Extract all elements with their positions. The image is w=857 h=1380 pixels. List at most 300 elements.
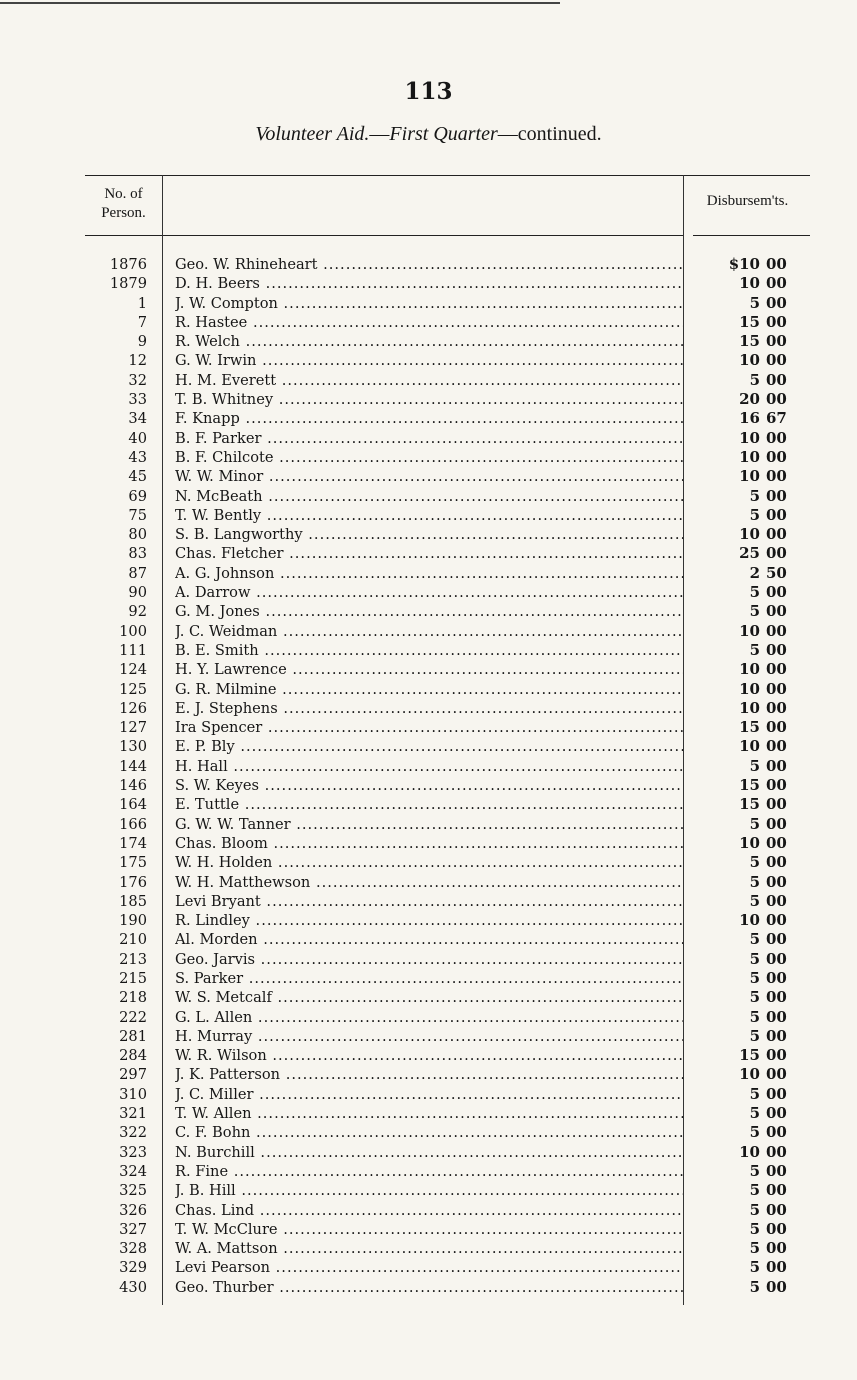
amount-dollars: 10 <box>739 1142 760 1161</box>
table-row <box>85 930 810 949</box>
amount-cents: 00 <box>766 390 787 409</box>
amount-dollars: 5 <box>749 583 760 602</box>
column-header-number-line1: No. of <box>104 186 143 202</box>
table-row <box>85 1008 810 1027</box>
person-name: J. B. Hill ..... <box>175 1181 683 1200</box>
person-number: 281 <box>119 1027 147 1045</box>
amount-cents: 00 <box>766 640 787 659</box>
table-row <box>85 795 810 814</box>
table-row <box>85 660 810 679</box>
person-number: 430 <box>119 1278 147 1296</box>
person-number: 127 <box>119 719 147 737</box>
table-row <box>85 911 810 930</box>
person-name: H. Hall ..... <box>175 757 683 776</box>
amount-dollars: 10 <box>739 660 760 679</box>
amount-dollars: 5 <box>749 1084 760 1103</box>
table-row <box>85 737 810 756</box>
person-name: A. G. Johnson ..... <box>175 564 683 583</box>
person-number: 325 <box>119 1182 147 1200</box>
column-header-number-line2: Person. <box>101 205 146 221</box>
amount-cents: 00 <box>766 351 787 370</box>
person-number: 32 <box>128 371 147 389</box>
person-name: W. S. Metcalf ..... <box>175 988 683 1007</box>
table-row <box>85 1085 810 1104</box>
table-row <box>85 274 810 293</box>
table-row <box>85 815 810 834</box>
amount-dollars: 10 <box>739 911 760 930</box>
disbursement-amount <box>725 853 807 872</box>
amount-cents: 00 <box>766 968 787 987</box>
header-bottom-rule-right <box>693 235 810 236</box>
table-row <box>85 1201 810 1220</box>
disbursement-amount <box>725 1181 807 1200</box>
table-row <box>85 390 810 409</box>
person-name: B. E. Smith ..... <box>175 641 683 660</box>
disbursement-amount <box>725 448 807 467</box>
amount-cents: 00 <box>766 833 787 852</box>
person-name: W. R. Wilson ..... <box>175 1046 683 1065</box>
person-number: 7 <box>137 313 147 331</box>
amount-dollars: 5 <box>749 814 760 833</box>
person-name: Al. Morden ..... <box>175 930 683 949</box>
amount-dollars: 25 <box>739 544 760 563</box>
disbursement-amount <box>725 351 807 370</box>
page-title <box>0 123 857 146</box>
person-name: R. Fine ..... <box>175 1162 683 1181</box>
table-row <box>85 680 810 699</box>
amount-cents: 00 <box>766 1123 787 1142</box>
amount-cents: 00 <box>766 1026 787 1045</box>
person-name: W. H. Holden ..... <box>175 853 683 872</box>
disbursement-amount <box>725 1220 807 1239</box>
person-name: J. C. Miller ..... <box>175 1085 683 1104</box>
disbursement-amount <box>725 699 807 718</box>
amount-dollars: 10 <box>739 447 760 466</box>
person-name: W. A. Mattson ..... <box>175 1239 683 1258</box>
table-row <box>85 1278 810 1297</box>
person-number: 324 <box>119 1162 147 1180</box>
amount-dollars: 5 <box>749 1277 760 1296</box>
person-number: 1876 <box>109 256 147 273</box>
person-number: 75 <box>128 506 147 524</box>
person-name: E. Tuttle ..... <box>175 795 683 814</box>
amount-dollars: 5 <box>749 602 760 621</box>
disbursement-amount <box>725 487 807 506</box>
amount-dollars: 10 <box>739 428 760 447</box>
table-row <box>85 371 810 390</box>
person-name: S. Parker ..... <box>175 969 683 988</box>
disbursement-amount <box>725 834 807 853</box>
table-row <box>85 1220 810 1239</box>
table-row <box>85 525 810 544</box>
amount-dollars: 5 <box>749 640 760 659</box>
amount-cents: 00 <box>766 776 787 795</box>
amount-cents: 00 <box>766 1258 787 1277</box>
table-row <box>85 1143 810 1162</box>
table-row <box>85 853 810 872</box>
person-number: 87 <box>128 564 147 582</box>
title-part-2: First Quarter <box>389 123 498 145</box>
table-row <box>85 409 810 428</box>
person-number: 164 <box>119 796 147 814</box>
person-name: Chas. Fletcher ..... <box>175 544 683 563</box>
disbursement-amount <box>725 332 807 351</box>
amount-cents: 00 <box>766 872 787 891</box>
amount-cents: 00 <box>766 756 787 775</box>
person-number: 144 <box>119 757 147 775</box>
amount-dollars: 5 <box>749 930 760 949</box>
table-row <box>85 487 810 506</box>
amount-dollars: 10 <box>739 679 760 698</box>
amount-dollars: 5 <box>749 1258 760 1277</box>
header-bottom-rule <box>85 235 683 236</box>
person-name: E. P. Bly ..... <box>175 737 683 756</box>
amount-cents: 00 <box>766 370 787 389</box>
table-row <box>85 718 810 737</box>
person-name: N. McBeath ..... <box>175 487 683 506</box>
amount-cents: 00 <box>766 911 787 930</box>
amount-dollars: 10 <box>739 737 760 756</box>
amount-cents: 00 <box>766 853 787 872</box>
person-number: 190 <box>119 912 147 930</box>
amount-cents: 00 <box>766 1161 787 1180</box>
amount-cents: 00 <box>766 1277 787 1296</box>
person-number: 43 <box>128 448 147 466</box>
person-number: 210 <box>119 931 147 949</box>
table-row <box>85 1162 810 1181</box>
table-row <box>85 602 810 621</box>
disbursement-amount <box>725 1258 807 1277</box>
disbursement-amount <box>725 429 807 448</box>
amount-cents: 00 <box>766 621 787 640</box>
person-number: 218 <box>119 989 147 1007</box>
table-row <box>85 1181 810 1200</box>
person-number: 329 <box>119 1259 147 1277</box>
person-name: R. Welch ..... <box>175 332 683 351</box>
table-row <box>85 776 810 795</box>
disbursement-amount <box>725 564 807 583</box>
title-dash-1: — <box>369 123 390 145</box>
disbursement-amount <box>725 1104 807 1123</box>
amount-dollars: 15 <box>739 332 760 351</box>
amount-cents: 00 <box>766 544 787 563</box>
table-row <box>85 583 810 602</box>
table-row <box>85 467 810 486</box>
title-part-1: Volunteer Aid. <box>255 123 370 145</box>
table-row <box>85 332 810 351</box>
person-name: B. F. Parker ..... <box>175 429 683 448</box>
amount-cents: 00 <box>766 1239 787 1258</box>
table-row <box>85 622 810 641</box>
disbursement-amount <box>725 737 807 756</box>
disbursement-amount <box>725 757 807 776</box>
person-name: Geo. Jarvis ..... <box>175 950 683 969</box>
amount-dollars: 5 <box>749 1200 760 1219</box>
amount-dollars: 5 <box>749 949 760 968</box>
amount-dollars: 20 <box>739 390 760 409</box>
column-header-number <box>85 185 162 223</box>
amount-cents: 00 <box>766 1219 787 1238</box>
person-name: Geo. W. Rhineheart ..... <box>175 255 683 274</box>
amount-cents: 00 <box>766 949 787 968</box>
person-number: 124 <box>119 661 147 679</box>
person-name: S. B. Langworthy ..... <box>175 525 683 544</box>
person-number: 176 <box>119 873 147 891</box>
person-number: 215 <box>119 969 147 987</box>
amount-dollars: 5 <box>749 1104 760 1123</box>
person-name: F. Knapp ..... <box>175 409 683 428</box>
disbursement-amount <box>725 969 807 988</box>
amount-cents: 00 <box>766 988 787 1007</box>
amount-dollars: 15 <box>739 1046 760 1065</box>
disbursement-amount <box>725 1027 807 1046</box>
person-number: 213 <box>119 950 147 968</box>
person-name: G. W. Irwin ..... <box>175 351 683 370</box>
table-row <box>85 834 810 853</box>
top-border-rule <box>0 2 560 4</box>
amount-dollars: 10 <box>739 467 760 486</box>
amount-cents: 00 <box>766 1084 787 1103</box>
person-number: 1 <box>137 294 147 312</box>
disbursement-amount <box>725 525 807 544</box>
table-row <box>85 757 810 776</box>
amount-dollars: 5 <box>749 891 760 910</box>
table-row <box>85 351 810 370</box>
person-number: 33 <box>128 391 147 409</box>
disbursement-amount <box>725 641 807 660</box>
person-name: A. Darrow ..... <box>175 583 683 602</box>
person-name: G. W. W. Tanner ..... <box>175 815 683 834</box>
amount-dollars: 15 <box>739 776 760 795</box>
amount-dollars: 15 <box>739 312 760 331</box>
table-row <box>85 1046 810 1065</box>
amount-cents: 00 <box>766 698 787 717</box>
person-number: 130 <box>119 738 147 756</box>
disbursement-amount <box>725 294 807 313</box>
amount-dollars: 5 <box>749 756 760 775</box>
person-number: 9 <box>137 333 147 351</box>
person-number: 83 <box>128 545 147 563</box>
person-number: 100 <box>119 622 147 640</box>
person-name: T. B. Whitney ..... <box>175 390 683 409</box>
person-number: 126 <box>119 699 147 717</box>
amount-cents: 00 <box>766 1181 787 1200</box>
table-body <box>85 255 810 1297</box>
person-number: 1879 <box>109 275 147 293</box>
table-row <box>85 255 810 274</box>
amount-dollars: 10 <box>739 351 760 370</box>
disbursement-amount <box>725 1008 807 1027</box>
amount-dollars: 5 <box>749 1007 760 1026</box>
amount-dollars: 5 <box>749 1181 760 1200</box>
person-number: 90 <box>128 584 147 602</box>
amount-cents: 00 <box>766 293 787 312</box>
amount-dollars: 15 <box>739 795 760 814</box>
table-row <box>85 1239 810 1258</box>
table-row <box>85 1104 810 1123</box>
person-name: G. L. Allen ..... <box>175 1008 683 1027</box>
amount-cents: 00 <box>766 1065 787 1084</box>
disbursement-amount <box>725 506 807 525</box>
person-number: 12 <box>128 352 147 370</box>
person-name: G. M. Jones ..... <box>175 602 683 621</box>
person-number: 175 <box>119 854 147 872</box>
person-name: T. W. McClure ..... <box>175 1220 683 1239</box>
disbursement-amount <box>725 390 807 409</box>
amount-cents: 00 <box>766 312 787 331</box>
amount-dollars: 10 <box>739 621 760 640</box>
person-number: 327 <box>119 1220 147 1238</box>
disbursement-amount <box>725 680 807 699</box>
amount-dollars: 16 <box>739 409 760 428</box>
amount-cents: 00 <box>766 1142 787 1161</box>
person-number: 297 <box>119 1066 147 1084</box>
amount-cents: 00 <box>766 679 787 698</box>
amount-cents: 00 <box>766 602 787 621</box>
person-name: D. H. Beers ..... <box>175 274 683 293</box>
disbursement-amount <box>725 1143 807 1162</box>
table-row <box>85 988 810 1007</box>
disbursement-amount <box>725 1278 807 1297</box>
person-name: J. W. Compton ..... <box>175 294 683 313</box>
amount-cents: 00 <box>766 795 787 814</box>
person-number: 322 <box>119 1124 147 1142</box>
person-name: H. M. Everett ..... <box>175 371 683 390</box>
ledger-table <box>85 175 810 1305</box>
person-name: R. Hastee ..... <box>175 313 683 332</box>
amount-cents: 00 <box>766 1046 787 1065</box>
disbursement-amount <box>725 1162 807 1181</box>
amount-cents: 00 <box>766 737 787 756</box>
disbursement-amount <box>725 660 807 679</box>
disbursement-amount <box>725 1085 807 1104</box>
amount-cents: 00 <box>766 525 787 544</box>
person-name: J. C. Weidman ..... <box>175 622 683 641</box>
disbursement-amount <box>725 602 807 621</box>
amount-dollars: 5 <box>749 872 760 891</box>
disbursement-amount <box>725 1046 807 1065</box>
amount-cents: 00 <box>766 274 787 293</box>
disbursement-amount <box>725 1239 807 1258</box>
table-row <box>85 313 810 332</box>
amount-cents: 00 <box>766 255 787 273</box>
table-row <box>85 544 810 563</box>
table-row <box>85 641 810 660</box>
disbursement-amount <box>725 795 807 814</box>
amount-cents: 00 <box>766 583 787 602</box>
person-number: 69 <box>128 487 147 505</box>
disbursement-amount <box>725 776 807 795</box>
amount-dollars: 5 <box>749 988 760 1007</box>
disbursement-amount <box>725 544 807 563</box>
disbursement-amount <box>725 274 807 293</box>
column-header-disbursements: Disbursem'ts. <box>706 193 789 209</box>
person-name: Geo. Thurber ..... <box>175 1278 683 1297</box>
amount-cents: 00 <box>766 660 787 679</box>
amount-dollars: 5 <box>749 1026 760 1045</box>
table-row <box>85 429 810 448</box>
amount-cents: 00 <box>766 814 787 833</box>
amount-cents: 67 <box>766 409 787 428</box>
person-number: 222 <box>119 1008 147 1026</box>
title-dash-2: — <box>497 123 518 145</box>
table-row <box>85 1123 810 1142</box>
person-number: 125 <box>119 680 147 698</box>
title-part-3: continued. <box>517 123 602 145</box>
amount-cents: 00 <box>766 332 787 351</box>
person-number: 40 <box>128 429 147 447</box>
disbursement-amount <box>725 409 807 428</box>
amount-dollars: 5 <box>749 1219 760 1238</box>
person-number: 174 <box>119 834 147 852</box>
person-number: 310 <box>119 1085 147 1103</box>
amount-dollars: 15 <box>739 718 760 737</box>
amount-dollars: 5 <box>749 486 760 505</box>
amount-cents: 00 <box>766 467 787 486</box>
table-row <box>85 892 810 911</box>
person-name: N. Burchill ..... <box>175 1143 683 1162</box>
table-row <box>85 1258 810 1277</box>
amount-dollars: 10 <box>739 1065 760 1084</box>
amount-cents: 00 <box>766 930 787 949</box>
disbursement-amount <box>725 255 807 274</box>
person-number: 92 <box>128 603 147 621</box>
table-row <box>85 699 810 718</box>
amount-cents: 00 <box>766 1200 787 1219</box>
amount-cents: 00 <box>766 1104 787 1123</box>
table-row <box>85 294 810 313</box>
disbursement-amount <box>725 1201 807 1220</box>
disbursement-amount <box>725 583 807 602</box>
person-name: H. Murray ..... <box>175 1027 683 1046</box>
disbursement-amount <box>725 930 807 949</box>
disbursement-amount <box>725 467 807 486</box>
amount-cents: 00 <box>766 891 787 910</box>
amount-cents: 00 <box>766 718 787 737</box>
person-name: T. W. Bently ..... <box>175 506 683 525</box>
person-number: 111 <box>119 641 147 659</box>
amount-cents: 00 <box>766 428 787 447</box>
amount-cents: 00 <box>766 505 787 524</box>
person-name: Chas. Bloom ..... <box>175 834 683 853</box>
person-number: 80 <box>128 526 147 544</box>
person-name: B. F. Chilcote ..... <box>175 448 683 467</box>
amount-cents: 00 <box>766 447 787 466</box>
disbursement-amount <box>725 1065 807 1084</box>
table-row <box>85 950 810 969</box>
page-number: 113 <box>404 78 453 105</box>
amount-dollars: 10 <box>739 525 760 544</box>
person-name: E. J. Stephens ..... <box>175 699 683 718</box>
table-row <box>85 1027 810 1046</box>
person-number: 321 <box>119 1105 147 1123</box>
person-name: W. H. Matthewson ..... <box>175 873 683 892</box>
table-row <box>85 448 810 467</box>
amount-dollars: 5 <box>749 968 760 987</box>
amount-dollars: 5 <box>749 293 760 312</box>
table-row <box>85 506 810 525</box>
person-number: 45 <box>128 468 147 486</box>
amount-cents: 50 <box>766 563 787 582</box>
amount-dollars: 2 <box>749 563 760 582</box>
disbursement-amount <box>725 1123 807 1142</box>
table-row <box>85 1065 810 1084</box>
person-number: 323 <box>119 1143 147 1161</box>
disbursement-amount <box>725 911 807 930</box>
person-name: Ira Spencer ..... <box>175 718 683 737</box>
amount-dollars: 5 <box>749 505 760 524</box>
table-row <box>85 564 810 583</box>
